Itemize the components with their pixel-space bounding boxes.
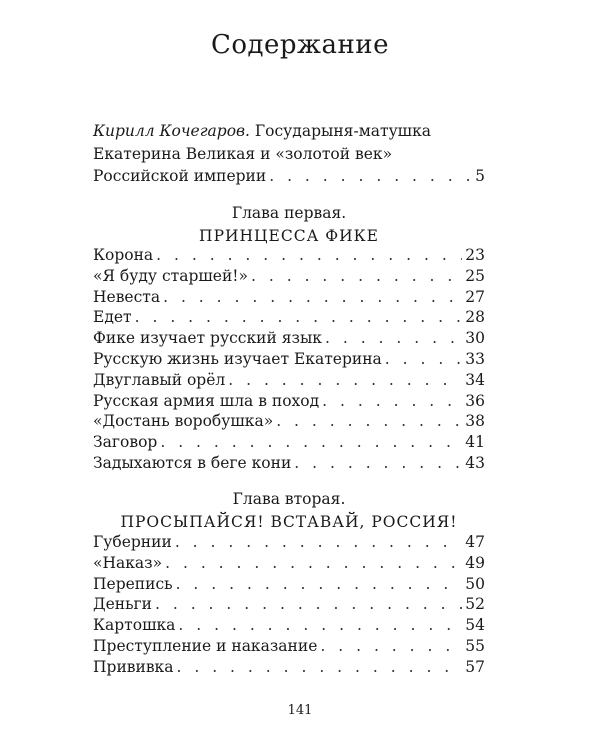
dot-leader: [178, 615, 462, 636]
page-title: Содержание: [210, 30, 390, 60]
intro-line-3: [93, 166, 485, 187]
toc-entry[interactable]: [93, 411, 485, 432]
dot-leader: [165, 553, 462, 574]
chapter-1-heading: [93, 202, 485, 248]
intro-line-2: Екатерина Великая и «золотой век»: [93, 145, 393, 163]
toc-entry[interactable]: [93, 349, 485, 370]
entry-title: «Достань воробушка»: [93, 412, 274, 431]
dot-leader: [320, 636, 462, 657]
toc-entry[interactable]: [93, 307, 485, 328]
dot-leader: [251, 266, 462, 287]
toc-entry[interactable]: [93, 574, 485, 595]
entry-title: Прививка: [93, 657, 174, 676]
dot-leader: [228, 370, 462, 391]
entry-page: 38: [465, 412, 485, 431]
dot-leader: [175, 532, 462, 553]
entry-page: 54: [465, 616, 485, 635]
entry-title: «Наказ»: [93, 553, 163, 572]
toc-entry[interactable]: [93, 266, 485, 287]
entry-page: 57: [465, 657, 485, 676]
dot-leader: [176, 574, 463, 595]
dot-leader: [163, 287, 462, 308]
intro-page: 5: [475, 167, 485, 185]
dot-leader: [269, 166, 472, 187]
entry-title: Корона: [93, 246, 154, 264]
dot-leader: [276, 411, 462, 432]
entry-title: «Я буду старшей!»: [93, 266, 249, 285]
intro-entry: [93, 120, 485, 187]
entry-page: 49: [465, 553, 485, 572]
intro-line-1: [93, 120, 485, 143]
entry-page: 23: [465, 246, 485, 264]
entry-title: Преступление и наказание: [93, 636, 318, 655]
entry-title: Картошка: [93, 616, 176, 635]
toc-entry[interactable]: [93, 328, 485, 349]
toc-entry[interactable]: [93, 391, 485, 412]
toc-entry[interactable]: [93, 532, 485, 553]
entry-title: Деньги: [93, 595, 152, 614]
toc-entry[interactable]: [93, 615, 485, 636]
dot-leader: [385, 349, 463, 370]
toc-entry[interactable]: [93, 245, 485, 266]
chapter-2-title: ПРОСЫПАЙСЯ! ВСТАВАЙ, РОССИЯ!: [120, 513, 458, 531]
chapter-2-heading: [93, 488, 485, 534]
entry-title: Невеста: [93, 287, 161, 306]
entry-page: 41: [465, 433, 485, 452]
entry-title: Заговор: [93, 433, 158, 452]
intro-text-3: Российской империи: [93, 167, 267, 185]
entry-page: 25: [465, 266, 485, 285]
toc-entry[interactable]: [93, 553, 485, 574]
toc-entry[interactable]: [93, 453, 485, 474]
entry-page: 50: [465, 574, 485, 593]
entry-page: 27: [465, 287, 485, 306]
dot-leader: [135, 307, 463, 328]
entry-title: Фике изучает русский язык: [93, 329, 322, 348]
intro-author: Кирилл Кочегаров.: [93, 122, 250, 140]
dot-leader: [325, 328, 462, 349]
dot-leader: [160, 432, 462, 453]
toc-entry[interactable]: [93, 594, 485, 615]
dot-leader: [176, 657, 462, 678]
chapter-1-list: [93, 245, 485, 474]
toc-entry[interactable]: [93, 657, 485, 678]
entry-title: Двуглавый орёл: [93, 370, 226, 389]
toc-entry[interactable]: [93, 636, 485, 657]
toc-entry[interactable]: [93, 432, 485, 453]
toc-entry[interactable]: [93, 287, 485, 308]
entry-page: 34: [465, 370, 485, 389]
page-number: 141: [287, 703, 313, 718]
intro-text-1: Государыня-матушка: [254, 122, 432, 140]
entry-page: 43: [465, 453, 485, 472]
dot-leader: [294, 453, 462, 474]
entry-title: Русская армия шла в поход: [93, 391, 320, 410]
entry-page: 47: [465, 533, 485, 551]
entry-title: Губернии: [93, 533, 172, 551]
entry-page: 36: [465, 391, 485, 410]
entry-page: 28: [465, 308, 485, 327]
entry-title: Задыхаются в беге кони: [93, 453, 292, 472]
dot-leader: [155, 594, 462, 615]
entry-title: Перепись: [93, 574, 173, 593]
entry-page: 30: [465, 329, 485, 348]
entry-page: 52: [465, 595, 485, 614]
dot-leader: [156, 245, 462, 266]
entry-title: Едет: [93, 308, 132, 327]
chapter-2-number: Глава вторая.: [232, 490, 346, 508]
dot-leader: [322, 391, 462, 412]
chapter-1-title: ПРИНЦЕССА ФИКЕ: [199, 227, 379, 245]
entry-title: Русскую жизнь изучает Екатерина: [93, 349, 382, 368]
entry-page: 33: [465, 349, 485, 368]
chapter-1-number: Глава первая.: [231, 204, 347, 222]
chapter-2-list: [93, 532, 485, 678]
toc-entry[interactable]: [93, 370, 485, 391]
entry-page: 55: [465, 636, 485, 655]
